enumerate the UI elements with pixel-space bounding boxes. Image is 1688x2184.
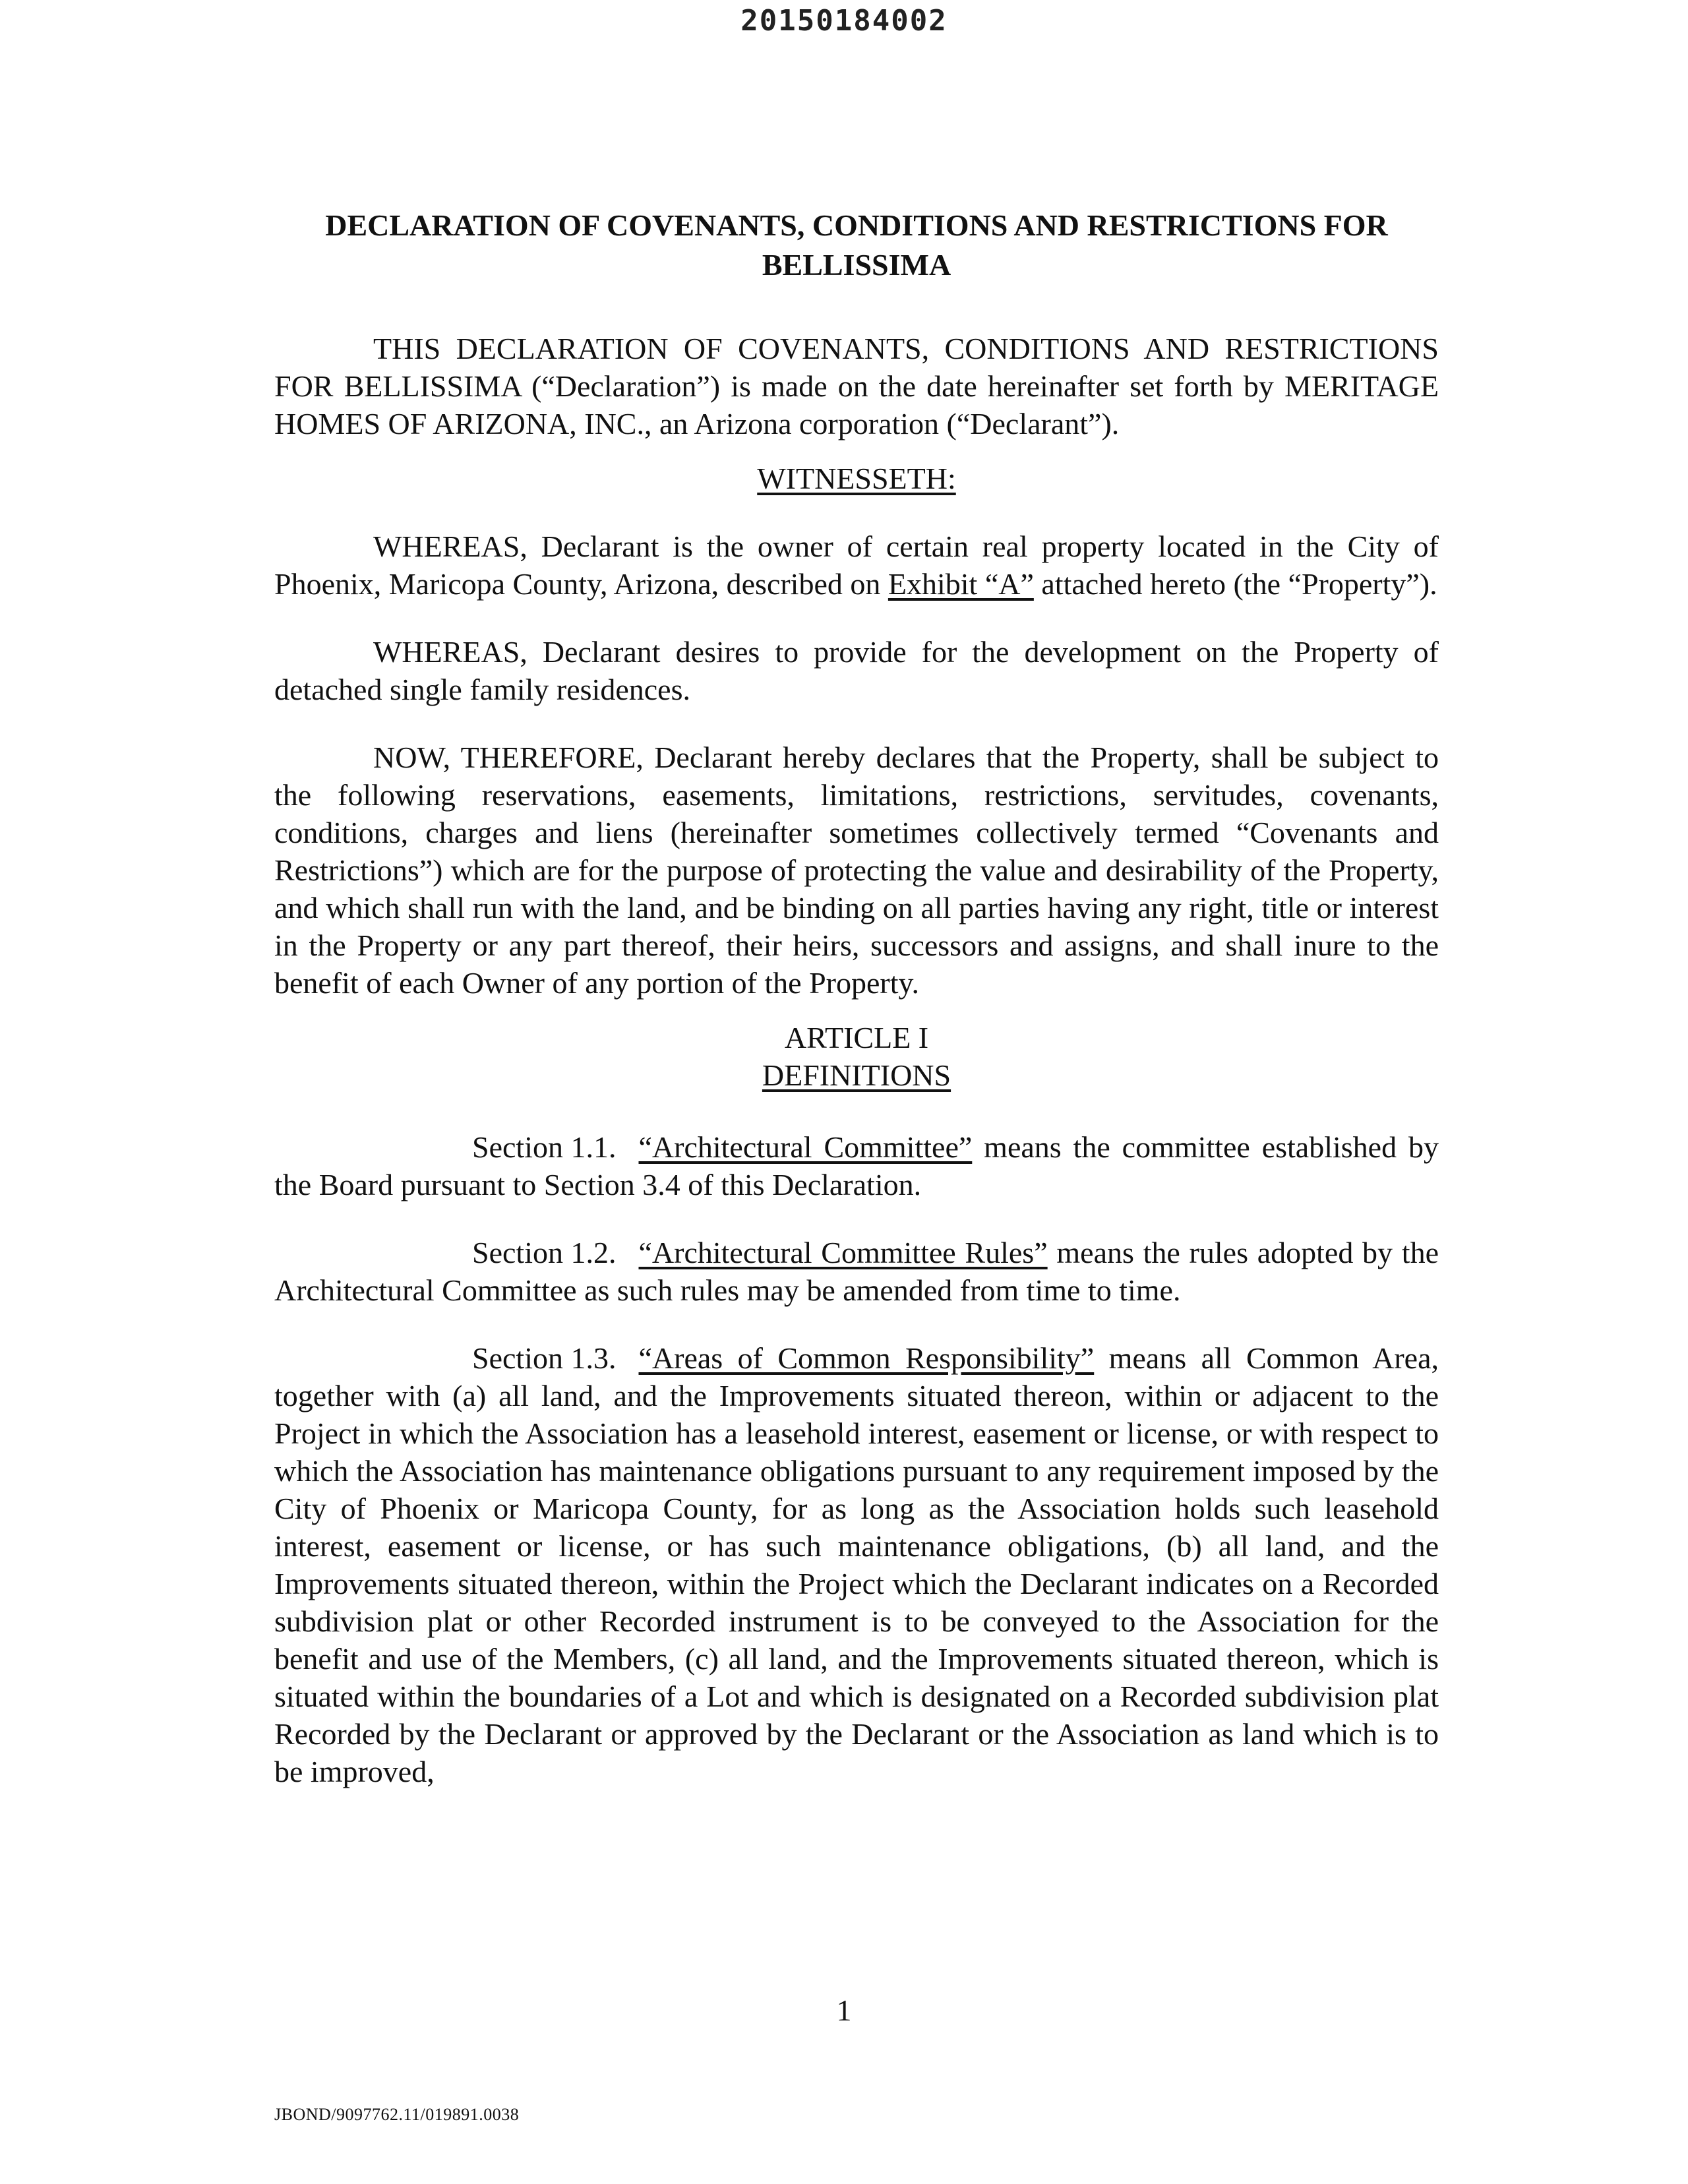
page-number: 1 xyxy=(836,1993,852,2027)
document-id: JBOND/9097762.11/019891.0038 xyxy=(274,2105,520,2124)
document-body xyxy=(274,206,1439,1790)
section-label: Section 1.1. xyxy=(472,1130,617,1164)
defined-term: “Areas of Common Responsibility” xyxy=(638,1341,1095,1375)
article-title-text: DEFINITIONS xyxy=(762,1058,951,1092)
article-number: ARTICLE I xyxy=(784,1021,929,1054)
defined-term: “Architectural Committee” xyxy=(638,1130,973,1164)
section-text: means the committee established by the Board pursuant to Section 3.4 of this Declaration. xyxy=(274,1130,1439,1201)
article-title xyxy=(274,1056,1439,1094)
intro-paragraph: THIS DECLARATION OF COVENANTS, CONDITIONS AND RESTRICTIONS FOR BELLISSIMA (“Declaration”) is made on the date hereinafter set forth by MERITAGE HOMES OF ARIZONA, INC., an Arizona corporation (“Declarant”). xyxy=(274,332,1439,440)
defined-term: “Architectural Committee Rules” xyxy=(638,1236,1048,1269)
whereas-paragraph-1 xyxy=(274,528,1439,603)
section-1-3 xyxy=(274,1339,1439,1790)
whereas1-before: WHEREAS, Declarant is the owner of certain real property located in the City of Phoenix, Maricopa County, Arizona, described on xyxy=(274,530,1439,601)
section-1-2 xyxy=(274,1234,1439,1309)
section-text: means all Common Area, together with (a) all land, and the Improvements situated thereon, within or adjacent to the Project in which the Association has a leasehold interest, easement or license, or with respect to which the Association has maintenance obligations pursuant to any requirement imposed by the City of Phoenix or Maricopa County, for as long as the Association holds such leasehold interest, easement or license, or has such maintenance obligations, (b) all land, and the Improvements situated thereon, within the Project which the Declarant indicates on a Recorded subdivision plat or other Recorded instrument is to be conveyed to the Association for the benefit and use of the Members, (c) all land, and the Improvements situated thereon, which is situated within the boundaries of a Lot and which is designated on a Recorded subdivision plat Recorded by the Declarant or approved by the Declarant or the Association as land which is to be improved, xyxy=(274,1341,1439,1788)
witnesseth-heading xyxy=(274,460,1439,497)
title-line-2: BELLISSIMA xyxy=(762,248,951,282)
whereas-paragraph-2: WHEREAS, Declarant desires to provide for the development on the Property of detached single family residences. xyxy=(274,635,1439,706)
section-text: means the rules adopted by the Architectural Committee as such rules may be amended from time to time. xyxy=(274,1236,1439,1307)
document-title xyxy=(274,206,1439,285)
section-label: Section 1.3. xyxy=(472,1341,617,1375)
title-line-1: DECLARATION OF COVENANTS, CONDITIONS AND RESTRICTIONS FOR xyxy=(325,208,1388,242)
recording-number: 20150184002 xyxy=(740,4,948,38)
section-label: Section 1.2. xyxy=(472,1236,617,1269)
witnesseth-text: WITNESSETH: xyxy=(757,462,956,495)
now-therefore-paragraph: NOW, THEREFORE, Declarant hereby declares that the Property, shall be subject to the following reservations, easements, limitations, restrictions, servitudes, covenants, conditions, charges and liens (hereinafter sometimes collectively termed “Covenants and Restrictions”) which are for the purpose of protecting the value and desirability of the Property, and which shall run with the land, and be binding on all parties having any right, title or interest in the Property or any part thereof, their heirs, successors and assigns, and shall inure to the benefit of each Owner of any portion of the Property. xyxy=(274,741,1439,1000)
section-1-1 xyxy=(274,1128,1439,1203)
whereas1-after: attached hereto (the “Property”). xyxy=(1033,567,1437,601)
exhibit-a-reference: Exhibit “A” xyxy=(888,567,1034,601)
